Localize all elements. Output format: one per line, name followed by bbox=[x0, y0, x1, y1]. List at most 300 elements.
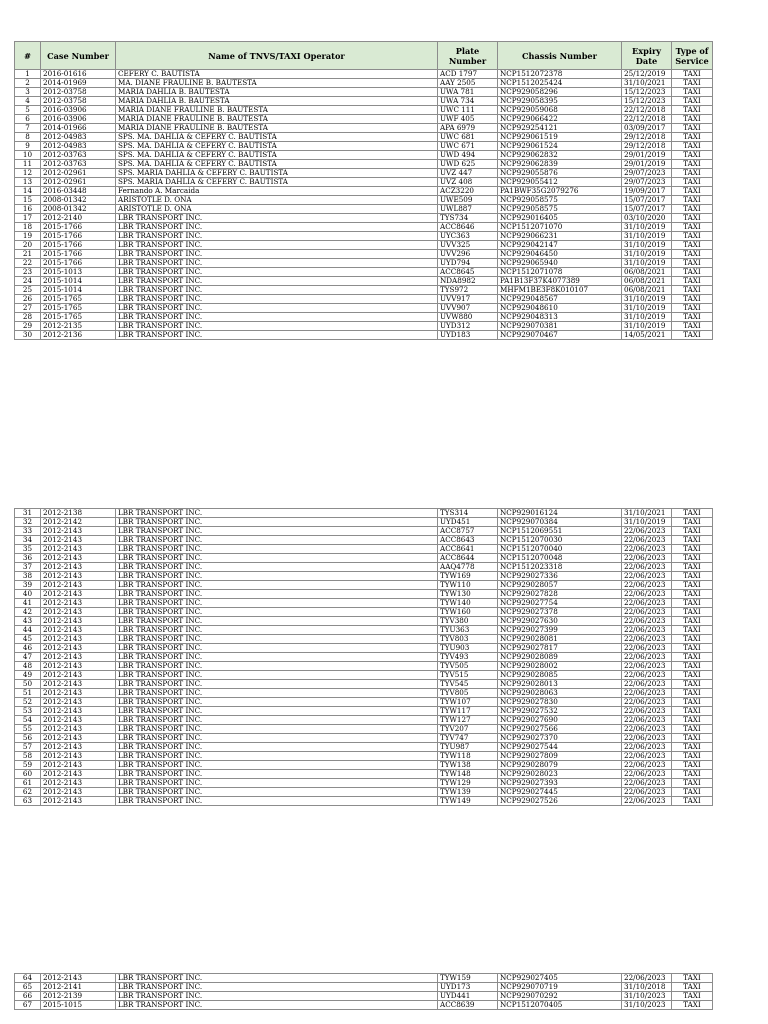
table-row bbox=[15, 322, 713, 331]
chassis-number-cell: NCP929066231 bbox=[498, 232, 622, 241]
operator-name-cell: LBR TRANSPORT INC. bbox=[116, 974, 438, 983]
chassis-number-cell: NCP929027809 bbox=[498, 752, 622, 761]
service-type-cell: TAXI bbox=[672, 169, 713, 178]
operator-name-cell: LBR TRANSPORT INC. bbox=[116, 983, 438, 992]
case-number-cell: 2012-2143 bbox=[41, 779, 116, 788]
service-type-cell: TAXI bbox=[672, 788, 713, 797]
case-number-cell: 2015-1765 bbox=[41, 295, 116, 304]
plate-number-cell: UWD 494 bbox=[438, 151, 498, 160]
service-type-cell: TAXI bbox=[672, 178, 713, 187]
table-row bbox=[15, 779, 713, 788]
plate-number-cell: TYW129 bbox=[438, 779, 498, 788]
case-number-cell: 2012-02961 bbox=[41, 178, 116, 187]
expiry-date-cell: 22/12/2018 bbox=[622, 106, 672, 115]
operators-table-block-2 bbox=[14, 508, 713, 806]
plate-number-cell: UVZ 408 bbox=[438, 178, 498, 187]
chassis-number-cell: NCP929028057 bbox=[498, 581, 622, 590]
chassis-number-cell: NCP929027828 bbox=[498, 590, 622, 599]
operator-name-cell: SPS. MA. DAHLIA & CEFERY C. BAUTISTA bbox=[116, 133, 438, 142]
plate-number-cell: TYU903 bbox=[438, 644, 498, 653]
row-index-cell: 33 bbox=[15, 527, 41, 536]
row-index-cell: 9 bbox=[15, 142, 41, 151]
chassis-number-cell: NCP929055876 bbox=[498, 169, 622, 178]
case-number-cell: 2016-03448 bbox=[41, 187, 116, 196]
operator-name-cell: LBR TRANSPORT INC. bbox=[116, 992, 438, 1001]
expiry-date-cell: 31/10/2023 bbox=[622, 1001, 672, 1010]
plate-number-cell: UYD183 bbox=[438, 331, 498, 340]
service-type-cell: TAXI bbox=[672, 133, 713, 142]
chassis-number-cell: NCP929070384 bbox=[498, 518, 622, 527]
chassis-number-cell: NCP1512069551 bbox=[498, 527, 622, 536]
service-type-cell: TAXI bbox=[672, 635, 713, 644]
plate-number-cell: UWE509 bbox=[438, 196, 498, 205]
operator-name-cell: LBR TRANSPORT INC. bbox=[116, 518, 438, 527]
expiry-date-cell: 15/12/2023 bbox=[622, 97, 672, 106]
chassis-number-cell: NCP1512070048 bbox=[498, 554, 622, 563]
table-row bbox=[15, 644, 713, 653]
row-index-cell: 22 bbox=[15, 259, 41, 268]
row-index-cell: 52 bbox=[15, 698, 41, 707]
row-index-cell: 32 bbox=[15, 518, 41, 527]
table-row bbox=[15, 716, 713, 725]
expiry-date-cell: 31/10/2019 bbox=[622, 259, 672, 268]
table-row bbox=[15, 635, 713, 644]
case-number-cell: 2008-01342 bbox=[41, 196, 116, 205]
expiry-date-cell: 22/06/2023 bbox=[622, 797, 672, 806]
operator-name-cell: LBR TRANSPORT INC. bbox=[116, 581, 438, 590]
expiry-date-cell: 22/06/2023 bbox=[622, 725, 672, 734]
expiry-date-cell: 22/06/2023 bbox=[622, 581, 672, 590]
case-number-cell: 2015-1766 bbox=[41, 250, 116, 259]
plate-number-cell: TYW138 bbox=[438, 761, 498, 770]
table-row bbox=[15, 536, 713, 545]
row-index-cell: 56 bbox=[15, 734, 41, 743]
service-type-cell: TAXI bbox=[672, 536, 713, 545]
case-number-cell: 2012-2143 bbox=[41, 662, 116, 671]
row-index-cell: 45 bbox=[15, 635, 41, 644]
table-row bbox=[15, 527, 713, 536]
operator-name-cell: LBR TRANSPORT INC. bbox=[116, 716, 438, 725]
row-index-cell: 19 bbox=[15, 232, 41, 241]
operator-name-cell: LBR TRANSPORT INC. bbox=[116, 232, 438, 241]
plate-number-cell: UWL887 bbox=[438, 205, 498, 214]
expiry-date-cell: 22/06/2023 bbox=[622, 644, 672, 653]
case-number-cell: 2012-2142 bbox=[41, 518, 116, 527]
row-index-cell: 20 bbox=[15, 241, 41, 250]
plate-number-cell: UVV325 bbox=[438, 241, 498, 250]
service-type-cell: TAXI bbox=[672, 214, 713, 223]
table-row bbox=[15, 250, 713, 259]
service-type-cell: TAXI bbox=[672, 106, 713, 115]
expiry-date-cell: 31/10/2019 bbox=[622, 241, 672, 250]
expiry-date-cell: 31/10/2021 bbox=[622, 79, 672, 88]
case-number-cell: 2012-2143 bbox=[41, 743, 116, 752]
chassis-number-cell: NCP1512070405 bbox=[498, 1001, 622, 1010]
table-row bbox=[15, 1001, 713, 1010]
chassis-number-cell: NCP929027370 bbox=[498, 734, 622, 743]
expiry-date-cell: 31/10/2019 bbox=[622, 232, 672, 241]
service-type-cell: TAXI bbox=[672, 554, 713, 563]
plate-number-cell: UVZ 447 bbox=[438, 169, 498, 178]
table-row bbox=[15, 734, 713, 743]
service-type-cell: TAXI bbox=[672, 545, 713, 554]
case-number-cell: 2015-1015 bbox=[41, 1001, 116, 1010]
expiry-date-cell: 15/07/2017 bbox=[622, 205, 672, 214]
row-index-cell: 42 bbox=[15, 608, 41, 617]
expiry-date-cell: 06/08/2021 bbox=[622, 286, 672, 295]
row-index-cell: 64 bbox=[15, 974, 41, 983]
table-row bbox=[15, 581, 713, 590]
chassis-number-cell: NCP929048313 bbox=[498, 313, 622, 322]
table-row bbox=[15, 725, 713, 734]
service-type-cell: TAXI bbox=[672, 779, 713, 788]
chassis-number-cell: NCP929027445 bbox=[498, 788, 622, 797]
table-row bbox=[15, 545, 713, 554]
expiry-date-cell: 22/06/2023 bbox=[622, 743, 672, 752]
operator-name-cell: MARIA DAHLIA B. BAUTESTA bbox=[116, 88, 438, 97]
column-header-case-number: Case Number bbox=[41, 42, 116, 70]
expiry-date-cell: 22/06/2023 bbox=[622, 599, 672, 608]
case-number-cell: 2012-2143 bbox=[41, 635, 116, 644]
table-row bbox=[15, 97, 713, 106]
case-number-cell: 2016-03906 bbox=[41, 115, 116, 124]
plate-number-cell: TYW117 bbox=[438, 707, 498, 716]
expiry-date-cell: 22/06/2023 bbox=[622, 734, 672, 743]
chassis-number-cell: NCP929046450 bbox=[498, 250, 622, 259]
case-number-cell: 2012-2143 bbox=[41, 554, 116, 563]
row-index-cell: 1 bbox=[15, 70, 41, 79]
case-number-cell: 2012-2143 bbox=[41, 608, 116, 617]
table-row bbox=[15, 232, 713, 241]
column-header-operator-name: Name of TNVS/TAXI Operator bbox=[116, 42, 438, 70]
case-number-cell: 2012-2143 bbox=[41, 644, 116, 653]
expiry-date-cell: 22/06/2023 bbox=[622, 788, 672, 797]
service-type-cell: TAXI bbox=[672, 88, 713, 97]
table-row bbox=[15, 689, 713, 698]
table-row bbox=[15, 295, 713, 304]
column-header-index: # bbox=[15, 42, 41, 70]
column-header-expiry-date: Expiry Date bbox=[622, 42, 672, 70]
expiry-date-cell: 22/06/2023 bbox=[622, 563, 672, 572]
operator-name-cell: LBR TRANSPORT INC. bbox=[116, 671, 438, 680]
plate-number-cell: ACC8641 bbox=[438, 545, 498, 554]
operator-name-cell: MARIA DIANE FRAULINE B. BAUTESTA bbox=[116, 115, 438, 124]
service-type-cell: TAXI bbox=[672, 115, 713, 124]
plate-number-cell: UYC363 bbox=[438, 232, 498, 241]
operator-name-cell: LBR TRANSPORT INC. bbox=[116, 554, 438, 563]
plate-number-cell: ACC8646 bbox=[438, 223, 498, 232]
row-index-cell: 25 bbox=[15, 286, 41, 295]
case-number-cell: 2014-01966 bbox=[41, 124, 116, 133]
service-type-cell: TAXI bbox=[672, 662, 713, 671]
expiry-date-cell: 22/06/2023 bbox=[622, 770, 672, 779]
service-type-cell: TAXI bbox=[672, 698, 713, 707]
row-index-cell: 51 bbox=[15, 689, 41, 698]
operator-name-cell: LBR TRANSPORT INC. bbox=[116, 277, 438, 286]
table-row bbox=[15, 223, 713, 232]
case-number-cell: 2012-03763 bbox=[41, 151, 116, 160]
operator-name-cell: LBR TRANSPORT INC. bbox=[116, 527, 438, 536]
chassis-number-cell: NCP929027754 bbox=[498, 599, 622, 608]
table-row bbox=[15, 160, 713, 169]
case-number-cell: 2012-2143 bbox=[41, 581, 116, 590]
plate-number-cell: ACC8639 bbox=[438, 1001, 498, 1010]
operator-name-cell: SPS. MARIA DAHLIA & CEFERY C. BAUTISTA bbox=[116, 169, 438, 178]
row-index-cell: 7 bbox=[15, 124, 41, 133]
expiry-date-cell: 22/06/2023 bbox=[622, 536, 672, 545]
table-row bbox=[15, 770, 713, 779]
chassis-number-cell: NCP929058575 bbox=[498, 196, 622, 205]
table-row bbox=[15, 680, 713, 689]
case-number-cell: 2012-2143 bbox=[41, 770, 116, 779]
case-number-cell: 2012-2143 bbox=[41, 527, 116, 536]
plate-number-cell: ACC8645 bbox=[438, 268, 498, 277]
service-type-cell: TAXI bbox=[672, 70, 713, 79]
operator-name-cell: LBR TRANSPORT INC. bbox=[116, 698, 438, 707]
plate-number-cell: ACC8644 bbox=[438, 554, 498, 563]
chassis-number-cell: NCP929028063 bbox=[498, 689, 622, 698]
service-type-cell: TAXI bbox=[672, 770, 713, 779]
plate-number-cell: UYD441 bbox=[438, 992, 498, 1001]
table-row bbox=[15, 992, 713, 1001]
service-type-cell: TAXI bbox=[672, 734, 713, 743]
row-index-cell: 53 bbox=[15, 707, 41, 716]
service-type-cell: TAXI bbox=[672, 196, 713, 205]
operator-name-cell: SPS. MA. DAHLIA & CEFERY C. BAUTISTA bbox=[116, 142, 438, 151]
expiry-date-cell: 31/10/2021 bbox=[622, 509, 672, 518]
plate-number-cell: NDA8982 bbox=[438, 277, 498, 286]
operator-name-cell: CEFERY C. BAUTISTA bbox=[116, 70, 438, 79]
row-index-cell: 37 bbox=[15, 563, 41, 572]
case-number-cell: 2015-1766 bbox=[41, 232, 116, 241]
chassis-number-cell: NCP929016405 bbox=[498, 214, 622, 223]
case-number-cell: 2012-2136 bbox=[41, 331, 116, 340]
row-index-cell: 35 bbox=[15, 545, 41, 554]
chassis-number-cell: NCP929062839 bbox=[498, 160, 622, 169]
expiry-date-cell: 31/10/2019 bbox=[622, 518, 672, 527]
plate-number-cell: UWC 671 bbox=[438, 142, 498, 151]
plate-number-cell: ACD 1797 bbox=[438, 70, 498, 79]
row-index-cell: 41 bbox=[15, 599, 41, 608]
row-index-cell: 16 bbox=[15, 205, 41, 214]
table-row bbox=[15, 608, 713, 617]
chassis-number-cell: NCP929058395 bbox=[498, 97, 622, 106]
operator-name-cell: MARIA DAHLIA B. BAUTESTA bbox=[116, 97, 438, 106]
case-number-cell: 2012-2143 bbox=[41, 734, 116, 743]
operator-name-cell: LBR TRANSPORT INC. bbox=[116, 214, 438, 223]
table-row bbox=[15, 151, 713, 160]
plate-number-cell: TYU363 bbox=[438, 626, 498, 635]
service-type-cell: TAXI bbox=[672, 761, 713, 770]
row-index-cell: 15 bbox=[15, 196, 41, 205]
service-type-cell: TAXI bbox=[672, 671, 713, 680]
chassis-number-cell: NCP1512023318 bbox=[498, 563, 622, 572]
chassis-number-cell: NCP929028013 bbox=[498, 680, 622, 689]
operator-name-cell: LBR TRANSPORT INC. bbox=[116, 590, 438, 599]
expiry-date-cell: 22/06/2023 bbox=[622, 590, 672, 599]
chassis-number-cell: NCP929028079 bbox=[498, 761, 622, 770]
plate-number-cell: TYS972 bbox=[438, 286, 498, 295]
chassis-number-cell: NCP929027336 bbox=[498, 572, 622, 581]
table-row bbox=[15, 752, 713, 761]
chassis-number-cell: PA1B13F37K4077389 bbox=[498, 277, 622, 286]
plate-number-cell: UVV907 bbox=[438, 304, 498, 313]
plate-number-cell: TYW148 bbox=[438, 770, 498, 779]
service-type-cell: TAXI bbox=[672, 563, 713, 572]
row-index-cell: 11 bbox=[15, 160, 41, 169]
row-index-cell: 28 bbox=[15, 313, 41, 322]
expiry-date-cell: 22/06/2023 bbox=[622, 554, 672, 563]
plate-number-cell: UWA 734 bbox=[438, 97, 498, 106]
case-number-cell: 2012-2143 bbox=[41, 599, 116, 608]
operator-name-cell: LBR TRANSPORT INC. bbox=[116, 331, 438, 340]
case-number-cell: 2016-01616 bbox=[41, 70, 116, 79]
operator-name-cell: LBR TRANSPORT INC. bbox=[116, 241, 438, 250]
row-index-cell: 36 bbox=[15, 554, 41, 563]
row-index-cell: 63 bbox=[15, 797, 41, 806]
table-row bbox=[15, 286, 713, 295]
chassis-number-cell: NCP929058296 bbox=[498, 88, 622, 97]
table-row bbox=[15, 761, 713, 770]
service-type-cell: TAXI bbox=[672, 626, 713, 635]
table-row bbox=[15, 653, 713, 662]
plate-number-cell: ACC8757 bbox=[438, 527, 498, 536]
row-index-cell: 62 bbox=[15, 788, 41, 797]
expiry-date-cell: 31/10/2019 bbox=[622, 304, 672, 313]
case-number-cell: 2015-1765 bbox=[41, 313, 116, 322]
table-row bbox=[15, 698, 713, 707]
expiry-date-cell: 22/06/2023 bbox=[622, 545, 672, 554]
chassis-number-cell: NCP929061519 bbox=[498, 133, 622, 142]
plate-number-cell: TYW107 bbox=[438, 698, 498, 707]
table-row bbox=[15, 178, 713, 187]
chassis-number-cell: NCP929065940 bbox=[498, 259, 622, 268]
case-number-cell: 2015-1014 bbox=[41, 277, 116, 286]
service-type-cell: TAXI bbox=[672, 187, 713, 196]
chassis-number-cell: NCP929070467 bbox=[498, 331, 622, 340]
operator-name-cell: LBR TRANSPORT INC. bbox=[116, 572, 438, 581]
table-row bbox=[15, 572, 713, 581]
case-number-cell: 2012-2143 bbox=[41, 680, 116, 689]
operator-name-cell: LBR TRANSPORT INC. bbox=[116, 322, 438, 331]
plate-number-cell: AAY 2505 bbox=[438, 79, 498, 88]
row-index-cell: 17 bbox=[15, 214, 41, 223]
table-row bbox=[15, 268, 713, 277]
case-number-cell: 2012-2139 bbox=[41, 992, 116, 1001]
operator-name-cell: LBR TRANSPORT INC. bbox=[116, 707, 438, 716]
table-row bbox=[15, 626, 713, 635]
row-index-cell: 5 bbox=[15, 106, 41, 115]
plate-number-cell: UWF 405 bbox=[438, 115, 498, 124]
case-number-cell: 2012-2143 bbox=[41, 788, 116, 797]
plate-number-cell: TYW140 bbox=[438, 599, 498, 608]
service-type-cell: TAXI bbox=[672, 752, 713, 761]
expiry-date-cell: 25/12/2019 bbox=[622, 70, 672, 79]
row-index-cell: 27 bbox=[15, 304, 41, 313]
expiry-date-cell: 15/12/2023 bbox=[622, 88, 672, 97]
table-row bbox=[15, 106, 713, 115]
operator-name-cell: LBR TRANSPORT INC. bbox=[116, 608, 438, 617]
row-index-cell: 48 bbox=[15, 662, 41, 671]
chassis-number-cell: NCP1512070040 bbox=[498, 545, 622, 554]
expiry-date-cell: 31/10/2019 bbox=[622, 223, 672, 232]
expiry-date-cell: 22/06/2023 bbox=[622, 974, 672, 983]
case-number-cell: 2012-2143 bbox=[41, 689, 116, 698]
case-number-cell: 2012-2143 bbox=[41, 671, 116, 680]
operator-name-cell: LBR TRANSPORT INC. bbox=[116, 779, 438, 788]
plate-number-cell: UWC 681 bbox=[438, 133, 498, 142]
chassis-number-cell: NCP929028002 bbox=[498, 662, 622, 671]
chassis-number-cell: MHFM1BE3F8K010107 bbox=[498, 286, 622, 295]
row-index-cell: 54 bbox=[15, 716, 41, 725]
chassis-number-cell: NCP929016124 bbox=[498, 509, 622, 518]
plate-number-cell: TYV545 bbox=[438, 680, 498, 689]
expiry-date-cell: 31/10/2019 bbox=[622, 250, 672, 259]
plate-number-cell: AAQ4778 bbox=[438, 563, 498, 572]
table-row bbox=[15, 313, 713, 322]
plate-number-cell: UVV296 bbox=[438, 250, 498, 259]
plate-number-cell: TYW160 bbox=[438, 608, 498, 617]
case-number-cell: 2012-2141 bbox=[41, 983, 116, 992]
case-number-cell: 2012-2143 bbox=[41, 572, 116, 581]
chassis-number-cell: NCP929027544 bbox=[498, 743, 622, 752]
table-row bbox=[15, 169, 713, 178]
row-index-cell: 59 bbox=[15, 761, 41, 770]
table-row bbox=[15, 518, 713, 527]
expiry-date-cell: 22/06/2023 bbox=[622, 527, 672, 536]
operator-name-cell: LBR TRANSPORT INC. bbox=[116, 509, 438, 518]
operator-name-cell: ARISTOTLE D. ONA bbox=[116, 196, 438, 205]
chassis-number-cell: NCP929048610 bbox=[498, 304, 622, 313]
service-type-cell: TAXI bbox=[672, 313, 713, 322]
row-index-cell: 21 bbox=[15, 250, 41, 259]
table-row bbox=[15, 617, 713, 626]
plate-number-cell: TYW149 bbox=[438, 797, 498, 806]
chassis-number-cell: NCP929027526 bbox=[498, 797, 622, 806]
service-type-cell: TAXI bbox=[672, 331, 713, 340]
chassis-number-cell: NCP929027830 bbox=[498, 698, 622, 707]
expiry-date-cell: 03/09/2017 bbox=[622, 124, 672, 133]
plate-number-cell: ACZ3220 bbox=[438, 187, 498, 196]
service-type-cell: TAXI bbox=[672, 259, 713, 268]
table-row bbox=[15, 983, 713, 992]
expiry-date-cell: 22/06/2023 bbox=[622, 761, 672, 770]
case-number-cell: 2012-2143 bbox=[41, 752, 116, 761]
row-index-cell: 47 bbox=[15, 653, 41, 662]
column-header-type-of-service: Type of Service bbox=[672, 42, 713, 70]
service-type-cell: TAXI bbox=[672, 160, 713, 169]
table-row bbox=[15, 277, 713, 286]
service-type-cell: TAXI bbox=[672, 232, 713, 241]
plate-number-cell: UYD794 bbox=[438, 259, 498, 268]
chassis-number-cell: NCP929027399 bbox=[498, 626, 622, 635]
operator-name-cell: LBR TRANSPORT INC. bbox=[116, 286, 438, 295]
row-index-cell: 3 bbox=[15, 88, 41, 97]
case-number-cell: 2015-1766 bbox=[41, 223, 116, 232]
operator-name-cell: MARIA DIANE FRAULINE B. BAUTESTA bbox=[116, 124, 438, 133]
plate-number-cell: ACC8643 bbox=[438, 536, 498, 545]
column-header-chassis-number: Chassis Number bbox=[498, 42, 622, 70]
operator-name-cell: LBR TRANSPORT INC. bbox=[116, 797, 438, 806]
expiry-date-cell: 22/06/2023 bbox=[622, 572, 672, 581]
case-number-cell: 2012-2143 bbox=[41, 974, 116, 983]
row-index-cell: 2 bbox=[15, 79, 41, 88]
case-number-cell: 2012-03758 bbox=[41, 88, 116, 97]
operator-name-cell: LBR TRANSPORT INC. bbox=[116, 626, 438, 635]
row-index-cell: 8 bbox=[15, 133, 41, 142]
expiry-date-cell: 22/06/2023 bbox=[622, 626, 672, 635]
service-type-cell: TAXI bbox=[672, 124, 713, 133]
